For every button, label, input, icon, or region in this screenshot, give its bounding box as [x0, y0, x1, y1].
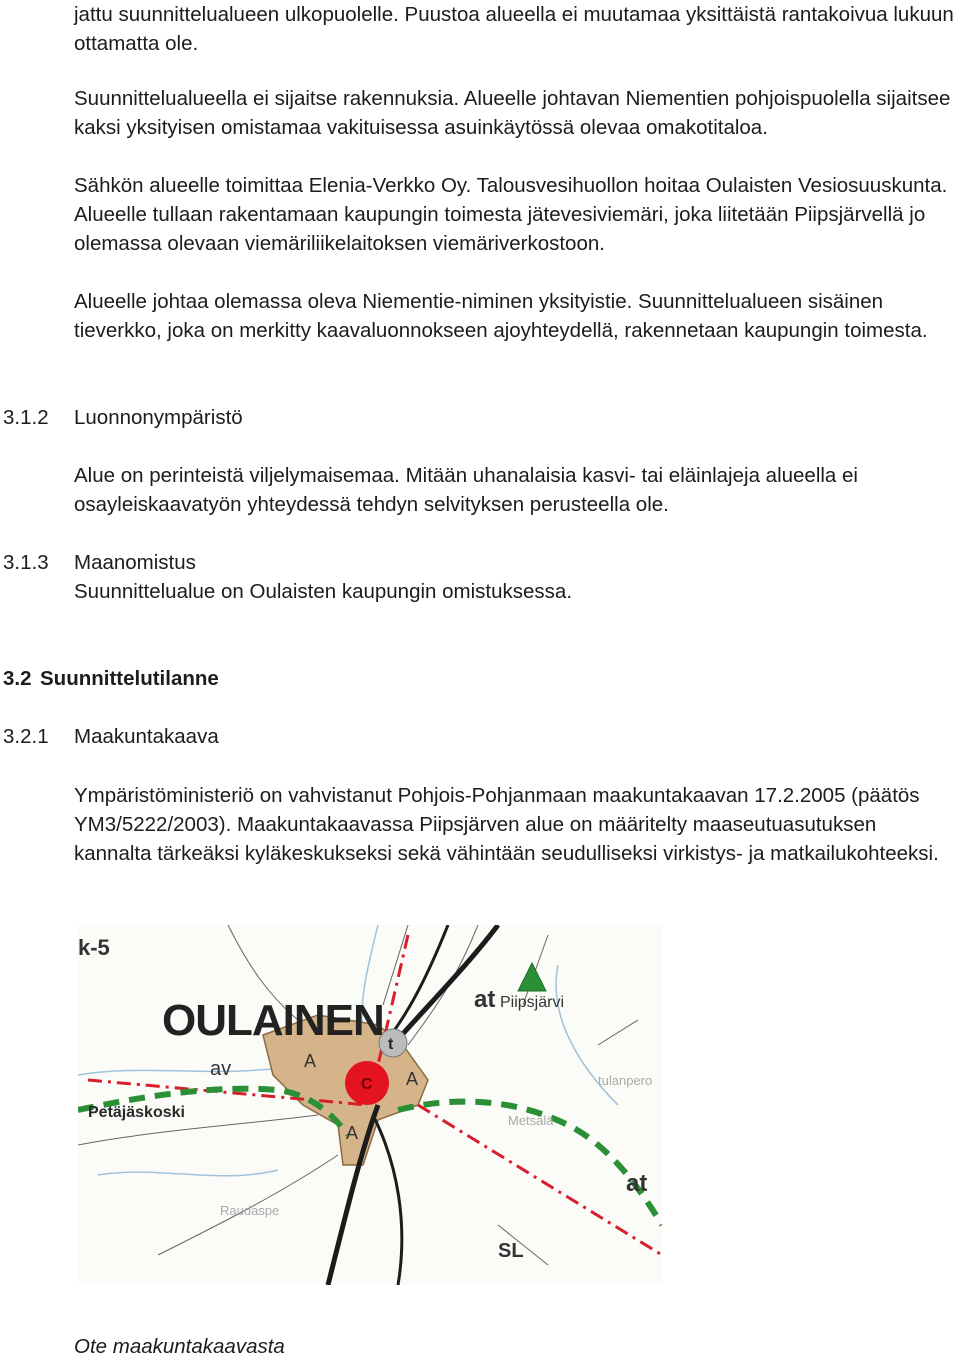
label-t: t — [388, 1036, 394, 1053]
label-metsala: Metsälä — [508, 1113, 554, 1128]
section-title-maakuntakaava: Maakuntakaava — [74, 725, 219, 748]
label-a-west: A — [304, 1051, 317, 1071]
label-sl: SL — [498, 1240, 524, 1262]
section-title-suunnittelutilanne: Suunnittelutilanne — [40, 667, 219, 690]
paragraph-buildings: Suunnittelualueella ei sijaitse rakennuksia. Alueelle johtavan Niementien pohjoispuolella sijaitsee kaksi yksityisen omistamaa vakituisessa asuinkäytössä olevaa omakotitaloa. — [74, 87, 951, 139]
label-at-right: at — [626, 1170, 648, 1197]
paragraph-vegetation-end: jattu suunnittelualueen ulkopuolelle. Puustoa alueella ei muutamaa yksittäistä rantakoivua lukuun ottamatta ole. — [74, 3, 954, 55]
section-number-3-1-2: 3.1.2 — [3, 406, 49, 429]
map-graphic — [78, 925, 662, 1285]
section-title-luonnonymparisto: Luonnonympäristö — [74, 406, 243, 429]
section-number-3-2-1: 3.2.1 — [3, 725, 49, 748]
label-piipsjarvi: Piipsjärvi — [500, 994, 565, 1011]
figure-caption: Ote maakuntakaavasta — [74, 1335, 285, 1358]
paragraph-natural-environment: Alue on perinteistä viljelymaisemaa. Mitään uhanalaisia kasvi- tai eläinlajeja alueella ei osayleiskaavatyön yhteydessä tehdyn selvityksen perusteella ole. — [74, 464, 858, 516]
section-number-3-2: 3.2 — [3, 667, 32, 690]
regional-plan-map-excerpt — [78, 925, 662, 1285]
label-k5: k-5 — [78, 935, 110, 960]
label-oulainen: OULAINEN — [162, 996, 384, 1045]
section-title-maanomistus: Maanomistus — [74, 551, 196, 574]
paragraph-regional-plan: Ympäristöministeriö on vahvistanut Pohjois-Pohjanmaan maakuntakaavan 17.2.2005 (päätös YM3/5222/2003). Maakuntakaavassa Piipsjärven alue on määritelty maaseutuasutuksen kannalta tärkeäksi kyläkeskukseksi sekä vähintään seudulliseksi virkistys- ja matkailukohteeksi. — [74, 784, 939, 865]
label-a-east: A — [406, 1069, 419, 1089]
section-number-3-1-3: 3.1.3 — [3, 551, 49, 574]
label-raudaspe: Raudaspe — [220, 1203, 280, 1218]
label-petajaskoski: Petäjäskoski — [88, 1104, 185, 1121]
label-av: av — [210, 1058, 232, 1080]
label-a-south: A — [346, 1123, 359, 1143]
paragraph-utilities: Sähkön alueelle toimittaa Elenia-Verkko Oy. Talousvesihuollon hoitaa Oulaisten Vesiosuuskunta. Alueelle tullaan rakentamaan kaupungin toimesta jätevesiviemäri, joka liitetään Piipsjärvellä jo olemassa olevaan viemäriliikelaitoksen viemäriverkostoon. — [74, 174, 948, 255]
label-tulanpero: tulanpero — [598, 1073, 653, 1088]
label-c: C — [361, 1076, 373, 1093]
paragraph-road-network: Alueelle johtaa olemassa oleva Niementie-niminen yksityistie. Suunnittelualueen sisäinen tieverkko, joka on merkitty kaavaluonnokseen ajoyhteydellä, rakennetaan kaupungin toimesta. — [74, 290, 928, 342]
paragraph-land-ownership: Suunnittelualue on Oulaisten kaupungin omistuksessa. — [74, 580, 573, 603]
label-at-piipsjarvi: at — [474, 986, 496, 1013]
